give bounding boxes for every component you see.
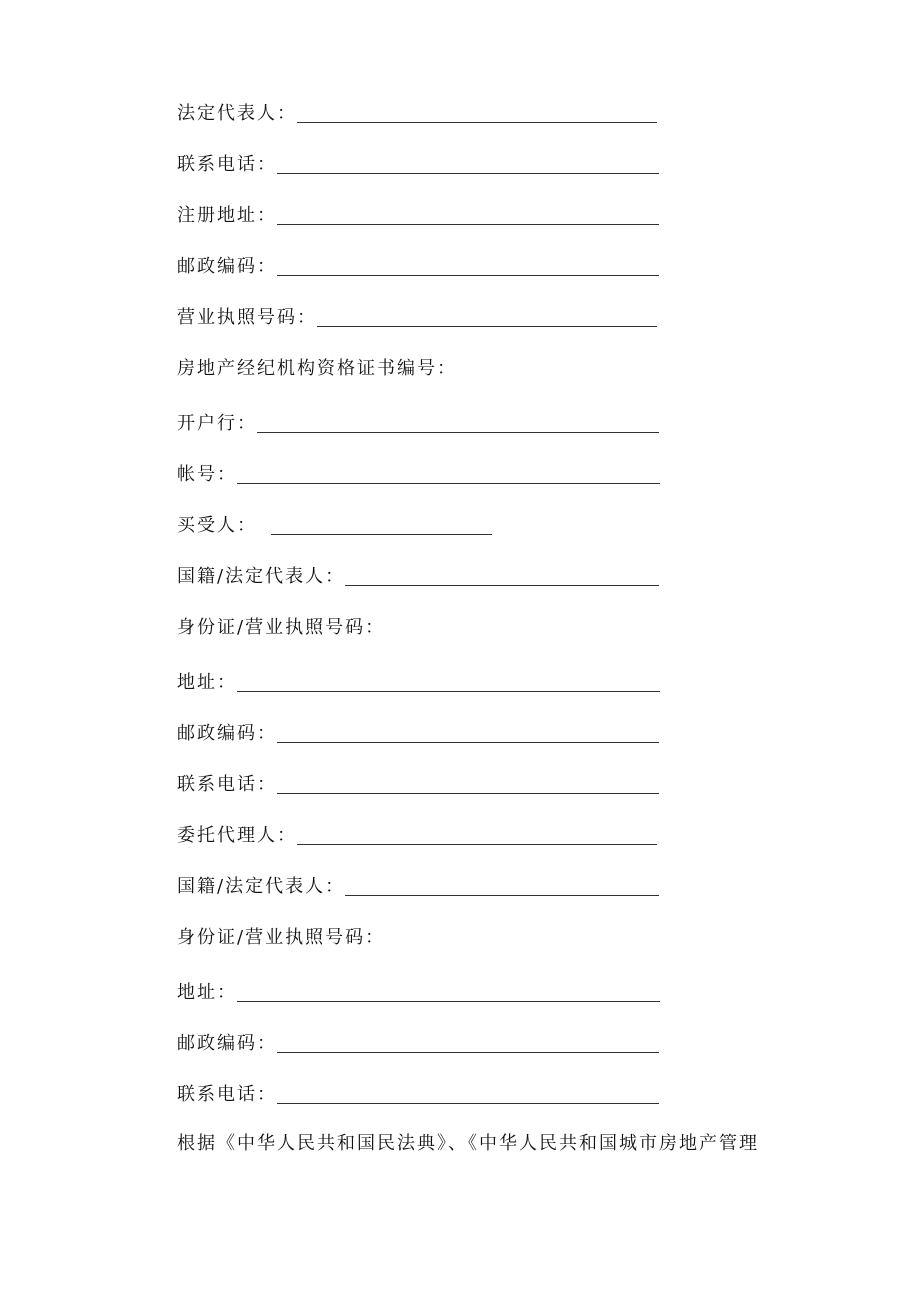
field-label: 法定代表人：	[177, 103, 297, 124]
field-label: 联系电话：	[177, 154, 277, 175]
fill-in-blank[interactable]	[277, 722, 659, 743]
field-id-license	[177, 924, 385, 952]
fill-in-blank[interactable]	[277, 1032, 659, 1053]
field-label: 联系电话：	[177, 1084, 277, 1105]
fill-in-blank[interactable]	[257, 412, 659, 433]
field-postal-code	[177, 253, 659, 281]
field-phone	[177, 151, 659, 179]
field-address	[177, 979, 660, 1007]
field-account	[177, 461, 660, 489]
fill-in-blank[interactable]	[345, 565, 659, 586]
fill-in-blank[interactable]	[277, 153, 659, 174]
field-label: 国籍/法定代表人：	[177, 876, 346, 897]
fill-in-blank[interactable]	[271, 514, 492, 535]
field-label: 国籍/法定代表人：	[177, 566, 346, 587]
fill-in-blank[interactable]	[345, 875, 659, 896]
fill-in-blank[interactable]	[237, 463, 660, 484]
field-postal-code	[177, 1030, 659, 1058]
field-bank	[177, 410, 659, 438]
field-label: 地址：	[177, 982, 237, 1003]
field-address	[177, 669, 660, 697]
field-buyer	[177, 512, 492, 540]
field-label: 邮政编码：	[177, 723, 277, 744]
field-agent	[177, 822, 657, 850]
field-label: 注册地址：	[177, 205, 277, 226]
field-label: 身份证/营业执照号码：	[177, 617, 386, 638]
field-label: 委托代理人：	[177, 825, 297, 846]
field-label: 邮政编码：	[177, 256, 277, 277]
field-phone	[177, 1081, 659, 1109]
field-label: 营业执照号码：	[177, 307, 317, 328]
field-id-license	[177, 614, 385, 642]
field-business-license	[177, 304, 657, 332]
fill-in-blank[interactable]	[237, 671, 660, 692]
field-label: 邮政编码：	[177, 1033, 277, 1054]
field-label: 买受人：	[177, 515, 257, 536]
field-label: 帐号：	[177, 464, 237, 485]
field-label: 联系电话：	[177, 774, 277, 795]
fill-in-blank[interactable]	[237, 981, 660, 1002]
fill-in-blank[interactable]	[317, 306, 657, 327]
field-legal-representative	[177, 100, 657, 128]
fill-in-blank[interactable]	[297, 102, 657, 123]
field-registered-address	[177, 202, 659, 230]
fill-in-blank[interactable]	[277, 1083, 659, 1104]
field-label: 身份证/营业执照号码：	[177, 927, 386, 948]
field-nationality-representative	[177, 873, 659, 901]
field-phone	[177, 771, 659, 799]
fill-in-blank[interactable]	[277, 204, 659, 225]
field-postal-code	[177, 720, 659, 748]
fill-in-blank[interactable]	[277, 773, 659, 794]
fill-in-blank[interactable]	[297, 824, 657, 845]
field-label: 地址：	[177, 672, 237, 693]
body-paragraph: 根据《中华人民共和国民法典》、《中华人民共和国城市房地产管理	[177, 1133, 759, 1154]
fill-in-blank[interactable]	[277, 255, 659, 276]
field-label: 房地产经纪机构资格证书编号：	[177, 358, 457, 379]
field-agency-certificate	[177, 355, 457, 383]
field-label: 开户行：	[177, 413, 257, 434]
field-nationality-representative	[177, 563, 659, 591]
